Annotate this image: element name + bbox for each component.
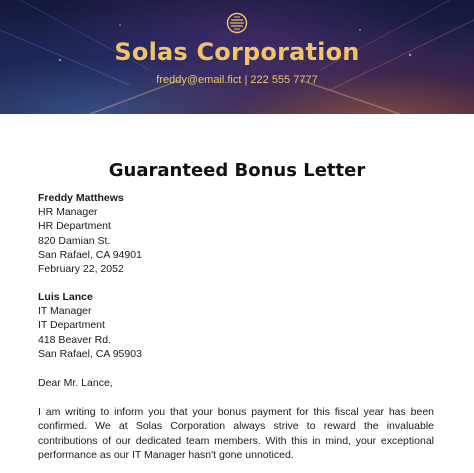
document-title: Guaranteed Bonus Letter (108, 160, 366, 181)
recipient-name: Luis Lance (38, 291, 93, 303)
recipient-department: IT Department (38, 319, 105, 332)
solas-logo-icon (226, 12, 248, 34)
body-paragraph: I am writing to inform you that your bonus payment for this fiscal year has been confirmed. We at Solas Corporation always strive to reward the invaluable contributions of our dedicated team members. With this in mind, your exceptional performance as our IT Manager hasn't gone unnoticed. (38, 406, 434, 461)
contact-line: freddy@email.fict | 222 555 7777 (156, 74, 318, 86)
recipient-address-block (38, 290, 438, 361)
sender-role: HR Manager (38, 206, 98, 219)
sender-address-block (38, 191, 438, 276)
company-name: Solas Corporation (114, 38, 360, 66)
sender-department: HR Department (38, 220, 111, 233)
letter-date: February 22, 2052 (38, 263, 124, 276)
salutation: Dear Mr. Lance, (38, 377, 113, 389)
sender-name: Freddy Matthews (38, 192, 124, 204)
recipient-role: IT Manager (38, 305, 92, 318)
header-banner (0, 0, 474, 114)
recipient-street: 418 Beaver Rd. (38, 333, 111, 346)
recipient-city: San Rafael, CA 95903 (38, 347, 142, 360)
sender-street: 820 Damian St. (38, 234, 111, 247)
sender-city: San Rafael, CA 94901 (38, 248, 142, 261)
